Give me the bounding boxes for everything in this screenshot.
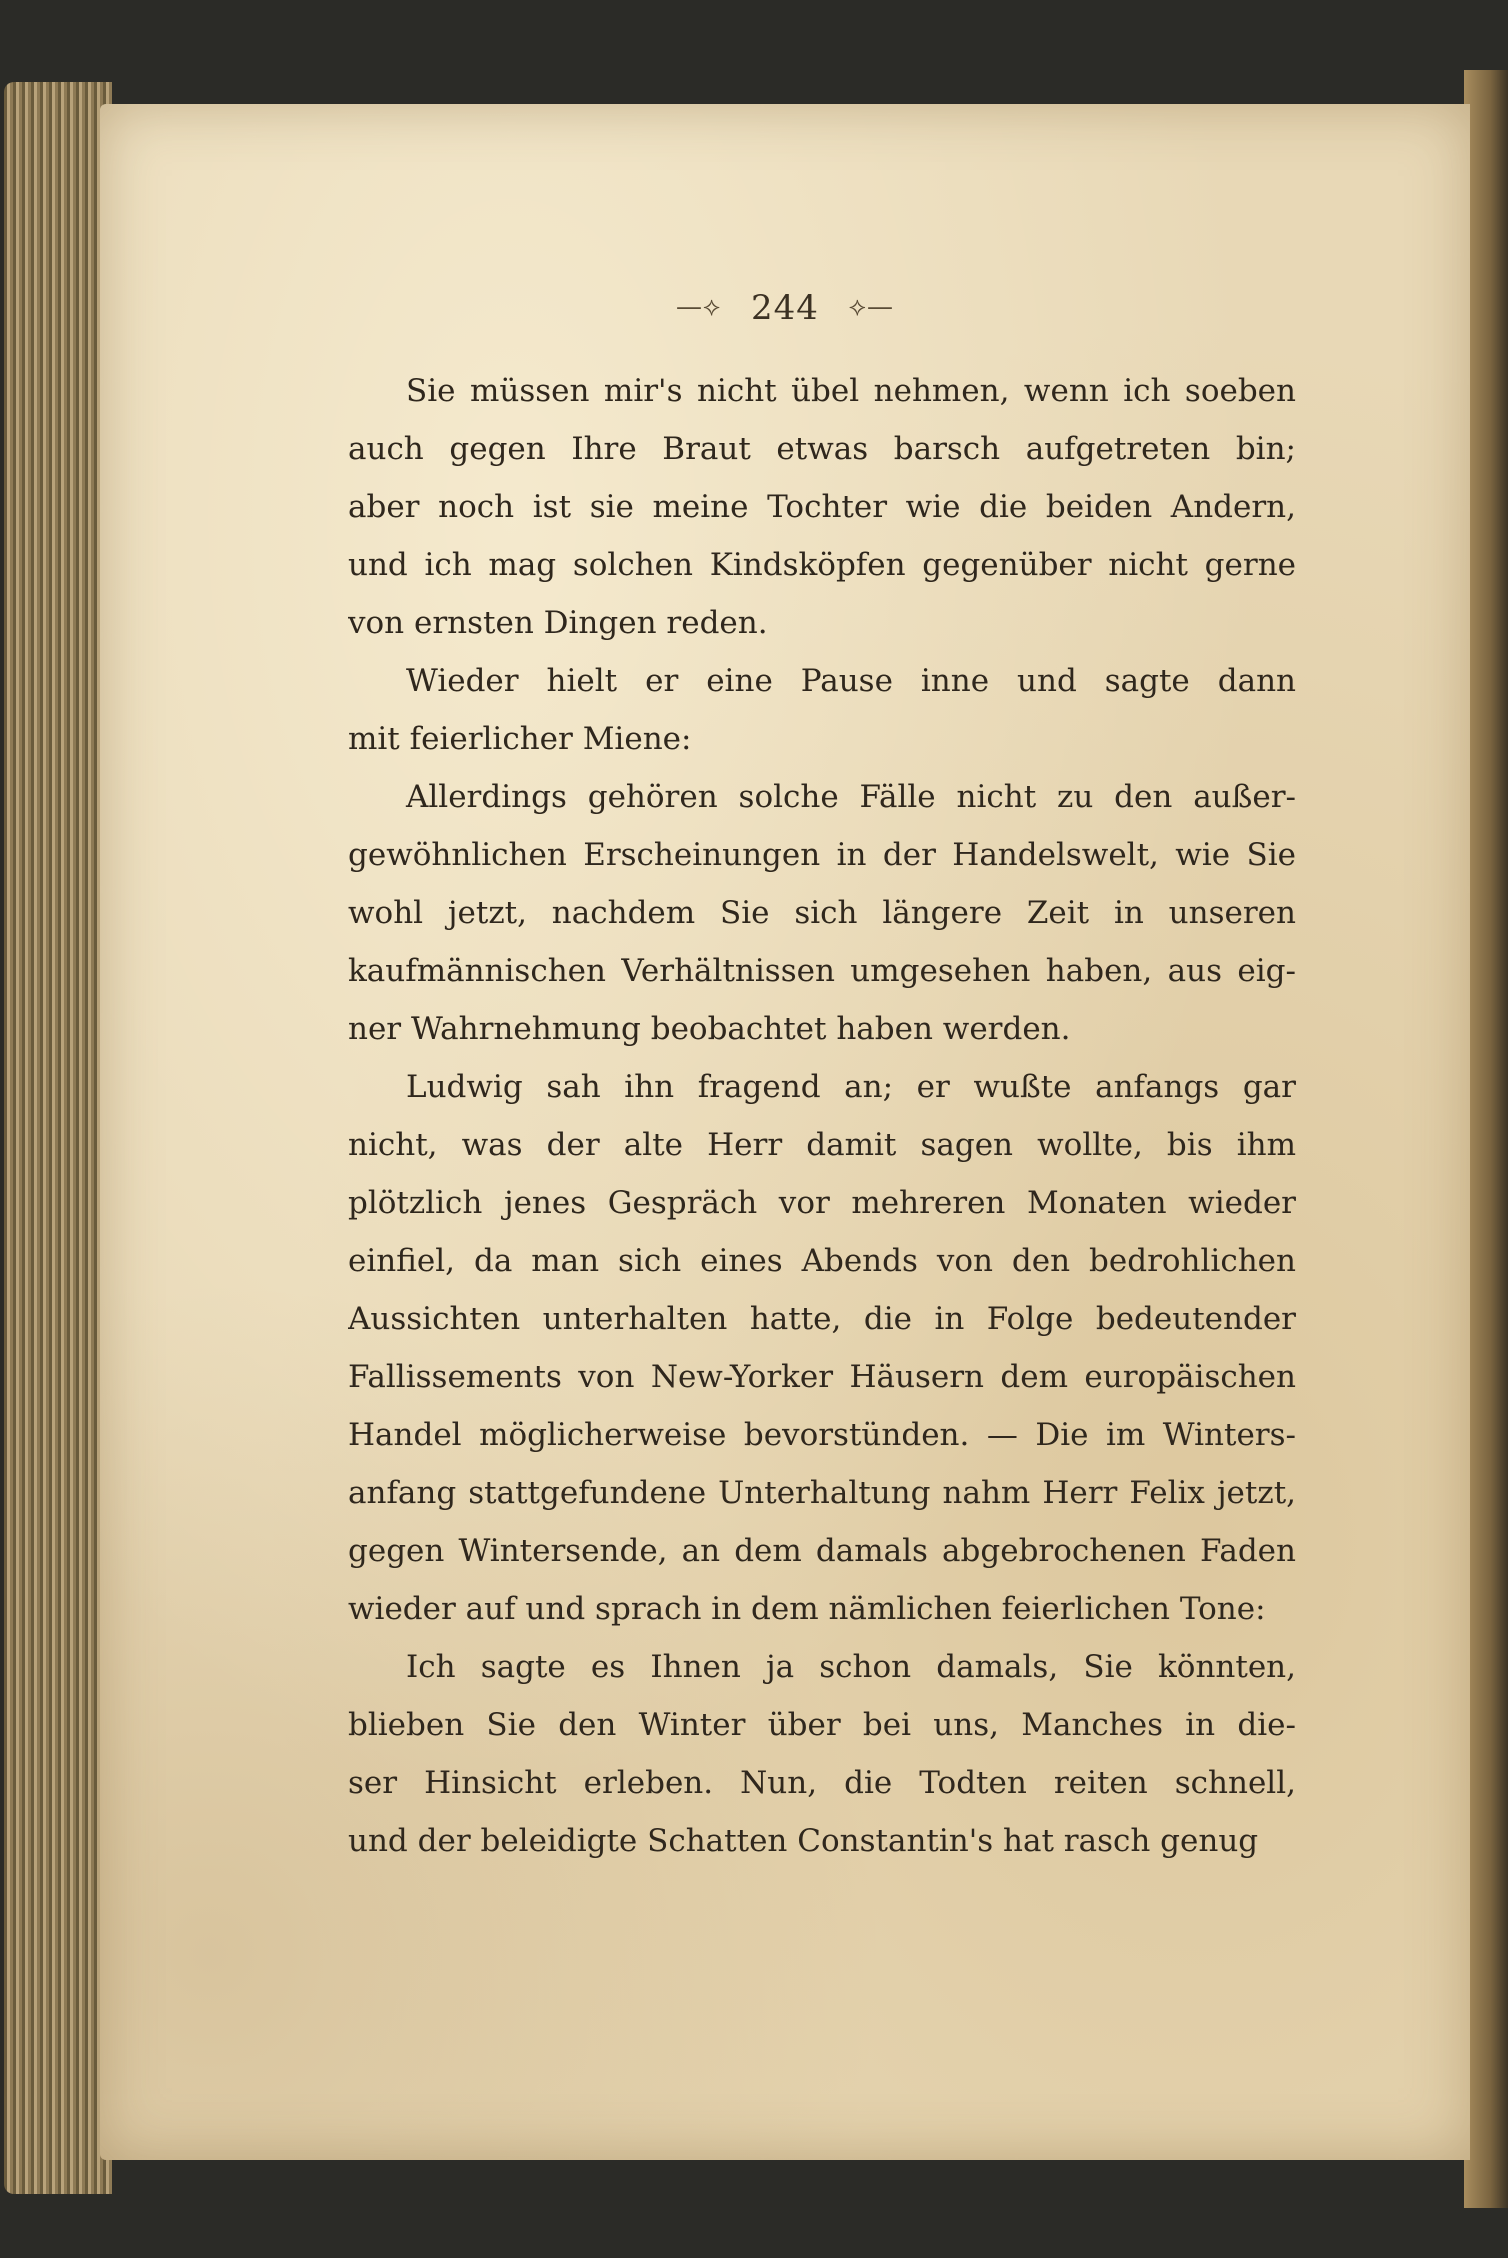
text-line: Aussichten unterhalten hatte, die in Folge bedeutender [348,1301,1296,1337]
text-line: wohl jetzt, nachdem Sie sich längere Zeit in unseren [348,895,1296,931]
text-line: von ernsten Dingen reden. [348,605,768,641]
text-line: gegen Wintersende, an dem damals abgebrochenen Faden [348,1533,1296,1569]
text-line: nicht, was der alte Herr damit sagen wollte, bis ihm [348,1127,1296,1163]
text-line: Sie müssen mir's nicht übel nehmen, wenn ich soeben [406,373,1296,409]
text-line: Ludwig sah ihn fragend an; er wußte anfangs gar [406,1069,1296,1105]
book-spine [1464,70,1508,2208]
text-line: wieder auf und sprach in dem nämlichen feierlichen Tone: [348,1591,1266,1627]
text-line: gewöhnlichen Erscheinungen in der Handelswelt, wie Sie [348,837,1296,873]
text-line: einfiel, da man sich eines Abends von den bedrohlichen [348,1243,1296,1279]
paragraph [348,362,1296,652]
text-line: Ich sagte es Ihnen ja schon damals, Sie könnten, [406,1649,1296,1685]
paragraph [348,652,1296,768]
page-header [100,288,1470,328]
text-line: Fallissements von New-Yorker Häusern dem europäischen [348,1359,1296,1395]
text-line: anfang stattgefundene Unterhaltung nahm Herr Felix jetzt, [348,1475,1296,1511]
text-line: Allerdings gehören solche Fälle nicht zu den außer- [406,779,1296,815]
page-stack-edge [4,82,112,2194]
text-line: und ich mag solchen Kindsköpfen gegenüber nicht gerne [348,547,1296,583]
text-line: blieben Sie den Winter über bei uns, Manches in die- [348,1707,1296,1743]
text-line: Handel möglicherweise bevorstünden. — Die im Winters- [348,1417,1296,1453]
text-line: ser Hinsicht erleben. Nun, die Todten reiten schnell, [348,1765,1296,1801]
header-ornament-left: —⟡ [676,292,722,322]
text-line: Wieder hielt er eine Pause inne und sagte dann [406,663,1296,699]
paragraph [348,1638,1296,1870]
text-line: plötzlich jenes Gespräch vor mehreren Monaten wieder [348,1185,1296,1221]
header-ornament-right: ⟡— [848,292,894,322]
text-line: auch gegen Ihre Braut etwas barsch aufgetreten bin; [348,431,1296,467]
paragraph [348,1058,1296,1638]
text-line: mit feierlicher Miene: [348,721,692,757]
body-text [348,362,1296,1870]
paragraph [348,768,1296,1058]
text-line: ner Wahrnehmung beobachtet haben werden. [348,1011,1071,1047]
text-line: und der beleidigte Schatten Constantin's hat rasch genug [348,1823,1259,1859]
page-number: 244 [751,288,819,328]
text-line: kaufmännischen Verhältnissen umgesehen haben, aus eig- [348,953,1296,989]
text-line: aber noch ist sie meine Tochter wie die beiden Andern, [348,489,1296,525]
